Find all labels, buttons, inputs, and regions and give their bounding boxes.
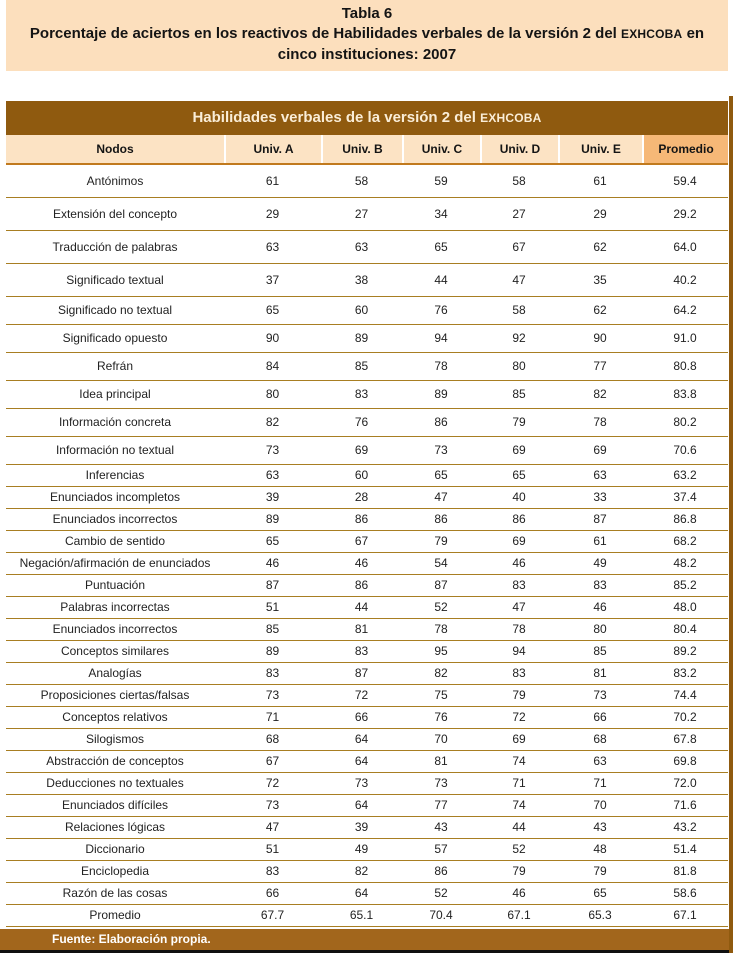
row-label: Refrán [96,359,134,374]
cell-value: 35 [593,272,607,287]
cell-value: 65 [434,239,448,254]
cell-value: 67 [354,534,369,549]
cell-value: 79 [512,864,526,879]
table-row [6,575,728,597]
row-label: Relaciones lógicas [64,820,166,835]
cell-value: 27 [354,206,369,221]
cell-value: 89 [265,644,280,659]
cell-value: 89 [354,331,369,346]
cell-value: 46 [354,556,369,571]
row-label: Enunciados incorrectos [52,512,178,527]
cell-value: 75 [434,688,448,703]
row-label: Significado no textual [57,303,173,318]
cell-value: 91.0 [673,331,697,346]
row-label: Idea principal [79,387,151,402]
cell-value: 94 [512,644,526,659]
cell-value: 58.6 [673,886,697,901]
cell-value: 39 [265,490,280,505]
table-title-exhcoba-acronym: EXHCOBA [480,110,542,125]
cell-value: 64 [354,886,369,901]
cell-value: 89.2 [673,644,697,659]
table-row [6,509,728,531]
row-label: Significado opuesto [62,331,168,346]
cell-value: 43.2 [673,820,697,835]
row-label: Razón de las cosas [62,886,168,901]
table-row [6,264,728,297]
row-label: Información concreta [58,415,172,430]
cell-value: 76 [354,415,369,430]
cell-value: 67 [512,239,526,254]
cell-value: 68.2 [673,534,697,549]
cell-value: 81 [434,754,448,769]
table-row [6,707,728,729]
table-caption [6,0,728,71]
row-label: Inferencias [85,468,145,483]
cell-value: 66 [593,710,607,725]
cell-value: 72.0 [673,776,697,791]
cell-value: 33 [593,490,607,505]
cell-value: 72 [354,688,369,703]
cell-value: 83 [593,578,607,593]
cell-value: 47 [434,490,448,505]
row-label: Cambio de sentido [64,534,166,549]
cell-value: 76 [434,710,448,725]
table-row [6,165,728,198]
cell-value: 82 [265,415,280,430]
cell-value: 83 [265,864,280,879]
row-label: Antónimos [86,173,144,188]
cell-value: 72 [512,710,526,725]
cell-value: 44 [434,272,448,287]
cell-value: 40 [512,490,526,505]
column-header-row [6,135,728,165]
cell-value: 52 [512,842,526,857]
cell-value: 60 [354,468,369,483]
cell-value: 80.8 [673,359,697,374]
cell-value: 65 [512,468,526,483]
cell-value: 62 [593,303,607,318]
cell-value: 46 [265,556,280,571]
cell-value: 63 [265,239,280,254]
row-label: Enunciados incorrectos [52,622,178,637]
row-label: Puntuación [84,578,146,593]
table-row [6,817,728,839]
cell-value: 67 [265,754,280,769]
cell-value: 82 [354,864,369,879]
cell-value: 27 [512,206,526,221]
cell-value: 65 [434,468,448,483]
cell-value: 79 [512,415,526,430]
cell-value: 71 [265,710,280,725]
table-row [6,297,728,325]
cell-value: 61 [593,173,607,188]
column-header-univ-e: Univ. E [558,135,642,163]
cell-value: 70 [593,798,607,813]
table-row [6,861,728,883]
row-label: Proposiciones ciertas/falsas [40,688,190,703]
row-label: Significado textual [66,272,164,287]
cell-value: 86 [434,415,448,430]
cell-value: 73 [265,688,280,703]
table-row [6,231,728,264]
cell-value: 78 [593,415,607,430]
cell-value: 51 [265,842,280,857]
row-label: Promedio [89,908,141,923]
cell-value: 82 [593,387,607,402]
cell-value: 52 [434,600,448,615]
cell-value: 73 [265,798,280,813]
cell-value: 83.2 [673,666,697,681]
table-title-text: Habilidades verbales de la versión 2 del [192,108,481,126]
cell-value: 83 [512,578,526,593]
cell-value: 86.8 [673,512,697,527]
cell-value: 79 [512,688,526,703]
cell-value: 46 [593,600,607,615]
table-row [6,353,728,381]
cell-value: 77 [434,798,448,813]
cell-value: 79 [434,534,448,549]
cell-value: 66 [354,710,369,725]
cell-value: 70.6 [673,443,697,458]
column-header-univ-b: Univ. B [321,135,402,163]
row-label: Enunciados incompletos [49,490,181,505]
row-label: Conceptos similares [60,644,170,659]
cell-value: 29 [265,206,280,221]
caption-exhcoba-acronym: EXHCOBA [621,27,683,42]
cell-value: 58 [354,173,369,188]
cell-value: 78 [434,359,448,374]
cell-value: 49 [354,842,369,857]
cell-value: 83 [265,666,280,681]
row-label: Información no textual [55,443,175,458]
cell-value: 65.1 [349,908,374,923]
table-row [6,325,728,353]
cell-value: 69 [593,443,607,458]
cell-value: 85 [593,644,607,659]
cell-value: 95 [434,644,448,659]
cell-value: 87 [354,666,369,681]
row-label: Diccionario [85,842,145,857]
cell-value: 66 [265,886,280,901]
table-row [6,839,728,861]
cell-value: 74 [512,754,526,769]
cell-value: 48 [593,842,607,857]
cell-value: 85 [265,622,280,637]
cell-value: 85.2 [673,578,697,593]
row-label: Silogismos [85,732,145,747]
cell-value: 61 [265,173,280,188]
column-header-nodos: Nodos [96,141,134,156]
table-row [6,795,728,817]
cell-value: 64 [354,798,369,813]
row-label: Conceptos relativos [62,710,168,725]
cell-value: 47 [265,820,280,835]
cell-value: 62 [593,239,607,254]
table-title-band [6,101,728,135]
cell-value: 87 [434,578,448,593]
cell-value: 76 [434,303,448,318]
cell-value: 83 [512,666,526,681]
row-label: Palabras incorrectas [60,600,170,615]
cell-value: 39 [354,820,369,835]
cell-value: 63 [354,239,369,254]
cell-value: 85 [354,359,369,374]
cell-value: 85 [512,387,526,402]
cell-value: 94 [434,331,448,346]
cell-value: 63 [593,754,607,769]
cell-value: 80 [593,622,607,637]
cell-value: 80.4 [673,622,697,637]
column-header-univ-c: Univ. C [402,135,480,163]
cell-value: 83 [354,644,369,659]
table-row [6,198,728,231]
cell-value: 74 [512,798,526,813]
cell-value: 67.1 [507,908,531,923]
cell-value: 38 [354,272,369,287]
cell-value: 37 [265,272,280,287]
cell-value: 37.4 [673,490,697,505]
cell-value: 46 [512,886,526,901]
cell-value: 70.2 [673,710,697,725]
table-row [6,597,728,619]
cell-value: 80.2 [673,415,697,430]
cell-value: 74.4 [673,688,697,703]
cell-value: 80 [265,387,280,402]
cell-value: 70.4 [429,908,453,923]
cell-value: 67.1 [673,908,697,923]
cell-value: 77 [593,359,607,374]
cell-value: 46 [512,556,526,571]
cell-value: 73 [354,776,369,791]
cell-value: 47 [512,600,526,615]
cell-value: 51 [265,600,280,615]
cell-value: 65 [265,303,280,318]
caption-title [20,24,714,65]
cell-value: 71 [593,776,607,791]
table-row [6,905,728,927]
cell-value: 48.2 [673,556,697,571]
cell-value: 71.6 [673,798,697,813]
cell-value: 54 [434,556,448,571]
cell-value: 86 [354,578,369,593]
source-note: Fuente: Elaboración propia. [0,929,733,950]
cell-value: 69 [512,534,526,549]
cell-value: 73 [593,688,607,703]
row-label: Negación/afirmación de enunciados [19,556,211,571]
cell-value: 65 [265,534,280,549]
caption-title-text: Porcentaje de aciertos en los reactivos de Habilidades verbales de la versión 2 del [29,25,621,43]
cell-value: 69 [354,443,369,458]
cell-value: 59 [434,173,448,188]
column-header-univ-d: Univ. D [480,135,558,163]
cell-value: 73 [434,443,448,458]
cell-value: 29 [593,206,607,221]
cell-value: 79 [593,864,607,879]
cell-value: 51.4 [673,842,697,857]
cell-value: 71 [512,776,526,791]
cell-value: 65.3 [588,908,612,923]
cell-value: 64.0 [673,239,697,254]
table-body [6,165,728,927]
cell-value: 47 [512,272,526,287]
row-label: Enciclopedia [80,864,150,879]
cell-value: 29.2 [673,206,697,221]
caption-title-suffix: en cinco instituciones: 2007 [277,25,705,63]
cell-value: 89 [434,387,448,402]
cell-value: 86 [434,512,448,527]
cell-value: 80 [512,359,526,374]
cell-value: 64.2 [673,303,697,318]
table-row [6,619,728,641]
cell-value: 40.2 [673,272,697,287]
cell-value: 64 [354,732,369,747]
cell-value: 58 [512,173,526,188]
cell-value: 68 [265,732,280,747]
table-row [6,465,728,487]
table-row [6,381,728,409]
data-table [6,101,728,927]
cell-value: 67.8 [673,732,697,747]
row-label: Enunciados difíciles [61,798,169,813]
cell-value: 44 [354,600,369,615]
cell-value: 86 [512,512,526,527]
cell-value: 78 [512,622,526,637]
cell-value: 60 [354,303,369,318]
caption-table-number: Tabla 6 [341,5,393,22]
row-label: Extensión del concepto [52,206,178,221]
cell-value: 70 [434,732,448,747]
row-label: Traducción de palabras [52,239,178,254]
table-row [6,553,728,575]
table-row [6,751,728,773]
cell-value: 61 [593,534,607,549]
cell-value: 90 [593,331,607,346]
cell-value: 87 [265,578,280,593]
cell-value: 72 [265,776,280,791]
cell-value: 63 [593,468,607,483]
table-row [6,437,728,465]
cell-value: 87 [593,512,607,527]
table-row [6,409,728,437]
cell-value: 69 [512,443,526,458]
cell-value: 63.2 [673,468,697,483]
cell-value: 73 [434,776,448,791]
cell-value: 64 [354,754,369,769]
cell-value: 81 [593,666,607,681]
cell-value: 43 [434,820,448,835]
row-label: Deducciones no textuales [46,776,184,791]
table-row [6,729,728,751]
cell-value: 68 [593,732,607,747]
cell-value: 83 [354,387,369,402]
cell-value: 59.4 [673,173,697,188]
cell-value: 69 [512,732,526,747]
cell-value: 81 [354,622,369,637]
cell-value: 58 [512,303,526,318]
cell-value: 89 [265,512,280,527]
cell-value: 28 [354,490,369,505]
cell-value: 49 [593,556,607,571]
cell-value: 69.8 [673,754,697,769]
table-row [6,773,728,795]
cell-value: 86 [354,512,369,527]
cell-value: 52 [434,886,448,901]
cell-value: 90 [265,331,280,346]
row-label: Analogías [88,666,142,681]
cell-value: 84 [265,359,280,374]
cell-value: 44 [512,820,526,835]
table-row [6,531,728,553]
cell-value: 82 [434,666,448,681]
cell-value: 67.7 [260,908,285,923]
cell-value: 78 [434,622,448,637]
cell-value: 83.8 [673,387,697,402]
cell-value: 92 [512,331,526,346]
cell-value: 73 [265,443,280,458]
table-row [6,685,728,707]
cell-value: 86 [434,864,448,879]
cell-value: 63 [265,468,280,483]
cell-value: 57 [434,842,448,857]
cell-value: 81.8 [673,864,697,879]
table-right-border [729,96,733,953]
cell-value: 34 [434,206,448,221]
column-header-promedio: Promedio [642,135,728,163]
table-row [6,663,728,685]
cell-value: 43 [593,820,607,835]
table-row [6,883,728,905]
column-header-univ-a: Univ. A [224,135,321,163]
table-row [6,487,728,509]
cell-value: 48.0 [673,600,697,615]
table-row [6,641,728,663]
row-label: Abstracción de conceptos [46,754,184,769]
cell-value: 65 [593,886,607,901]
